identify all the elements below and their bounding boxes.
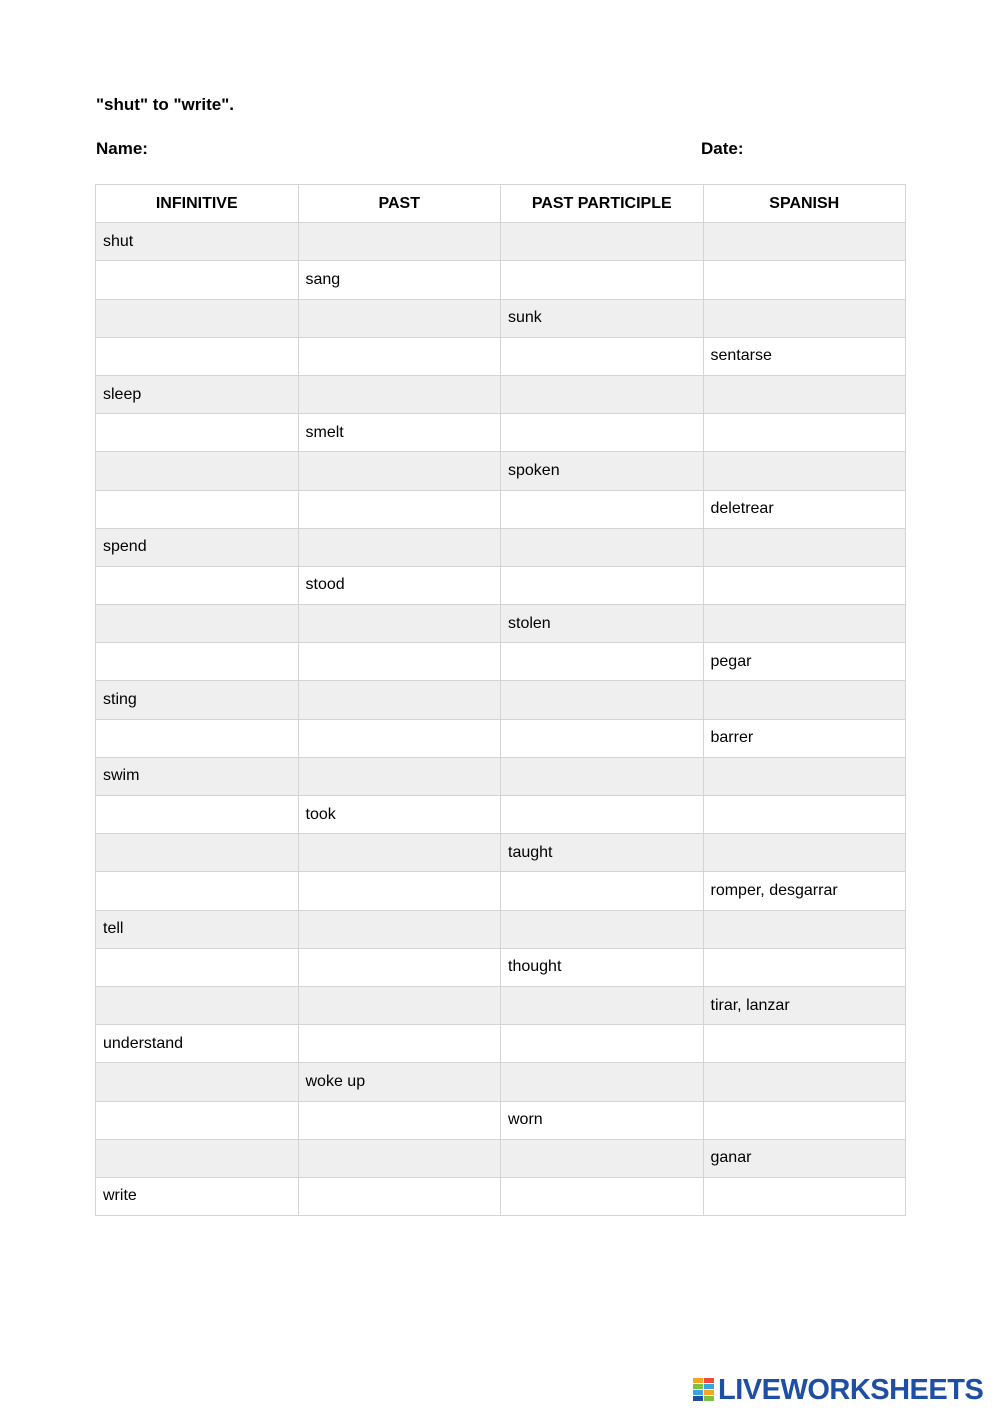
answer-cell-past[interactable] bbox=[298, 605, 501, 643]
liveworksheets-logo-icon bbox=[693, 1378, 715, 1402]
given-cell-spanish: sentarse bbox=[703, 337, 906, 375]
answer-cell-infinitive[interactable] bbox=[96, 299, 299, 337]
table-row bbox=[96, 681, 906, 719]
answer-cell-spanish[interactable] bbox=[703, 910, 906, 948]
answer-cell-past-participle[interactable] bbox=[501, 223, 704, 261]
answer-cell-past[interactable] bbox=[298, 528, 501, 566]
table-row bbox=[96, 490, 906, 528]
table-row bbox=[96, 872, 906, 910]
header-past-participle: PAST PARTICIPLE bbox=[501, 185, 704, 223]
table-row bbox=[96, 452, 906, 490]
table-row bbox=[96, 757, 906, 795]
answer-cell-past[interactable] bbox=[298, 1177, 501, 1215]
given-cell-past-participle: thought bbox=[501, 948, 704, 986]
given-cell-infinitive: sting bbox=[96, 681, 299, 719]
given-cell-infinitive: shut bbox=[96, 223, 299, 261]
answer-cell-past-participle[interactable] bbox=[501, 986, 704, 1024]
answer-cell-past-participle[interactable] bbox=[501, 337, 704, 375]
answer-cell-infinitive[interactable] bbox=[96, 643, 299, 681]
given-cell-spanish: ganar bbox=[703, 1139, 906, 1177]
table-row bbox=[96, 834, 906, 872]
answer-cell-past-participle[interactable] bbox=[501, 757, 704, 795]
verb-table bbox=[95, 184, 906, 1216]
given-cell-spanish: barrer bbox=[703, 719, 906, 757]
given-cell-past: stood bbox=[298, 566, 501, 604]
answer-cell-past[interactable] bbox=[298, 299, 501, 337]
answer-cell-past-participle[interactable] bbox=[501, 910, 704, 948]
given-cell-infinitive: spend bbox=[96, 528, 299, 566]
answer-cell-infinitive[interactable] bbox=[96, 414, 299, 452]
answer-cell-infinitive[interactable] bbox=[96, 1101, 299, 1139]
answer-cell-spanish[interactable] bbox=[703, 1063, 906, 1101]
answer-cell-past[interactable] bbox=[298, 375, 501, 413]
table-row bbox=[96, 566, 906, 604]
table-row bbox=[96, 948, 906, 986]
answer-cell-spanish[interactable] bbox=[703, 948, 906, 986]
answer-cell-infinitive[interactable] bbox=[96, 948, 299, 986]
answer-cell-infinitive[interactable] bbox=[96, 1063, 299, 1101]
answer-cell-spanish[interactable] bbox=[703, 834, 906, 872]
answer-cell-past-participle[interactable] bbox=[501, 1025, 704, 1063]
table-header-row bbox=[96, 185, 906, 223]
given-cell-spanish: deletrear bbox=[703, 490, 906, 528]
answer-cell-past[interactable] bbox=[298, 834, 501, 872]
table-row bbox=[96, 528, 906, 566]
answer-cell-past-participle[interactable] bbox=[501, 872, 704, 910]
answer-cell-infinitive[interactable] bbox=[96, 337, 299, 375]
table-row bbox=[96, 605, 906, 643]
table-row bbox=[96, 643, 906, 681]
given-cell-past-participle: worn bbox=[501, 1101, 704, 1139]
answer-cell-spanish[interactable] bbox=[703, 605, 906, 643]
answer-cell-spanish[interactable] bbox=[703, 1177, 906, 1215]
answer-cell-past-participle[interactable] bbox=[501, 566, 704, 604]
answer-cell-spanish[interactable] bbox=[703, 796, 906, 834]
table-row bbox=[96, 1177, 906, 1215]
table-row bbox=[96, 1025, 906, 1063]
given-cell-infinitive: tell bbox=[96, 910, 299, 948]
given-cell-past: sang bbox=[298, 261, 501, 299]
table-row bbox=[96, 299, 906, 337]
given-cell-past-participle: spoken bbox=[501, 452, 704, 490]
table-body bbox=[96, 223, 906, 1216]
given-cell-infinitive: write bbox=[96, 1177, 299, 1215]
answer-cell-infinitive[interactable] bbox=[96, 490, 299, 528]
answer-cell-past[interactable] bbox=[298, 223, 501, 261]
answer-cell-past-participle[interactable] bbox=[501, 1139, 704, 1177]
answer-cell-spanish[interactable] bbox=[703, 681, 906, 719]
instruction-text: "shut" to "write". bbox=[96, 95, 235, 114]
liveworksheets-wordmark: LIVEWORKSHEETS bbox=[718, 1374, 984, 1406]
table-row bbox=[96, 910, 906, 948]
answer-cell-past-participle[interactable] bbox=[501, 796, 704, 834]
answer-cell-spanish[interactable] bbox=[703, 757, 906, 795]
answer-cell-spanish[interactable] bbox=[703, 528, 906, 566]
answer-cell-past-participle[interactable] bbox=[501, 719, 704, 757]
answer-cell-infinitive[interactable] bbox=[96, 452, 299, 490]
answer-cell-infinitive[interactable] bbox=[96, 872, 299, 910]
given-cell-spanish: romper, desgarrar bbox=[703, 872, 906, 910]
given-cell-past: woke up bbox=[298, 1063, 501, 1101]
table-row bbox=[96, 337, 906, 375]
answer-cell-spanish[interactable] bbox=[703, 299, 906, 337]
answer-cell-past[interactable] bbox=[298, 986, 501, 1024]
given-cell-past-participle: sunk bbox=[501, 299, 704, 337]
header-spanish: SPANISH bbox=[703, 185, 906, 223]
given-cell-past-participle: taught bbox=[501, 834, 704, 872]
answer-cell-infinitive[interactable] bbox=[96, 1139, 299, 1177]
given-cell-spanish: tirar, lanzar bbox=[703, 986, 906, 1024]
answer-cell-past-participle[interactable] bbox=[501, 1177, 704, 1215]
answer-cell-past[interactable] bbox=[298, 948, 501, 986]
answer-cell-past[interactable] bbox=[298, 681, 501, 719]
answer-cell-infinitive[interactable] bbox=[96, 796, 299, 834]
table-row bbox=[96, 796, 906, 834]
answer-cell-past[interactable] bbox=[298, 337, 501, 375]
answer-cell-past[interactable] bbox=[298, 910, 501, 948]
table-row bbox=[96, 1063, 906, 1101]
answer-cell-past[interactable] bbox=[298, 490, 501, 528]
answer-cell-spanish[interactable] bbox=[703, 414, 906, 452]
answer-cell-past-participle[interactable] bbox=[501, 261, 704, 299]
answer-cell-spanish[interactable] bbox=[703, 375, 906, 413]
answer-cell-past-participle[interactable] bbox=[501, 414, 704, 452]
answer-cell-infinitive[interactable] bbox=[96, 261, 299, 299]
date-label: Date: bbox=[701, 139, 744, 158]
answer-cell-past[interactable] bbox=[298, 643, 501, 681]
answer-cell-past[interactable] bbox=[298, 1025, 501, 1063]
given-cell-infinitive: swim bbox=[96, 757, 299, 795]
answer-cell-past-participle[interactable] bbox=[501, 375, 704, 413]
answer-cell-past[interactable] bbox=[298, 1101, 501, 1139]
given-cell-infinitive: sleep bbox=[96, 375, 299, 413]
answer-cell-spanish[interactable] bbox=[703, 1025, 906, 1063]
header-past: PAST bbox=[298, 185, 501, 223]
answer-cell-infinitive[interactable] bbox=[96, 986, 299, 1024]
given-cell-spanish: pegar bbox=[703, 643, 906, 681]
table-row bbox=[96, 375, 906, 413]
answer-cell-past[interactable] bbox=[298, 452, 501, 490]
answer-cell-past-participle[interactable] bbox=[501, 490, 704, 528]
answer-cell-past[interactable] bbox=[298, 719, 501, 757]
answer-cell-past-participle[interactable] bbox=[501, 1063, 704, 1101]
answer-cell-past[interactable] bbox=[298, 1139, 501, 1177]
answer-cell-spanish[interactable] bbox=[703, 261, 906, 299]
table-row bbox=[96, 261, 906, 299]
given-cell-past: smelt bbox=[298, 414, 501, 452]
name-label: Name: bbox=[96, 139, 148, 158]
given-cell-past-participle: stolen bbox=[501, 605, 704, 643]
answer-cell-infinitive[interactable] bbox=[96, 719, 299, 757]
answer-cell-spanish[interactable] bbox=[703, 1101, 906, 1139]
table-row bbox=[96, 719, 906, 757]
table-row bbox=[96, 414, 906, 452]
answer-cell-infinitive[interactable] bbox=[96, 605, 299, 643]
answer-cell-spanish[interactable] bbox=[703, 452, 906, 490]
answer-cell-past-participle[interactable] bbox=[501, 681, 704, 719]
table-row bbox=[96, 1139, 906, 1177]
answer-cell-infinitive[interactable] bbox=[96, 834, 299, 872]
answer-cell-past[interactable] bbox=[298, 872, 501, 910]
answer-cell-spanish[interactable] bbox=[703, 566, 906, 604]
header-infinitive: INFINITIVE bbox=[96, 185, 299, 223]
given-cell-past: took bbox=[298, 796, 501, 834]
given-cell-infinitive: understand bbox=[96, 1025, 299, 1063]
table-row bbox=[96, 1101, 906, 1139]
answer-cell-past-participle[interactable] bbox=[501, 528, 704, 566]
answer-cell-past-participle[interactable] bbox=[501, 643, 704, 681]
answer-cell-past[interactable] bbox=[298, 757, 501, 795]
answer-cell-infinitive[interactable] bbox=[96, 566, 299, 604]
answer-cell-spanish[interactable] bbox=[703, 223, 906, 261]
table-row bbox=[96, 223, 906, 261]
liveworksheets-brand bbox=[693, 1375, 983, 1405]
table-row bbox=[96, 986, 906, 1024]
